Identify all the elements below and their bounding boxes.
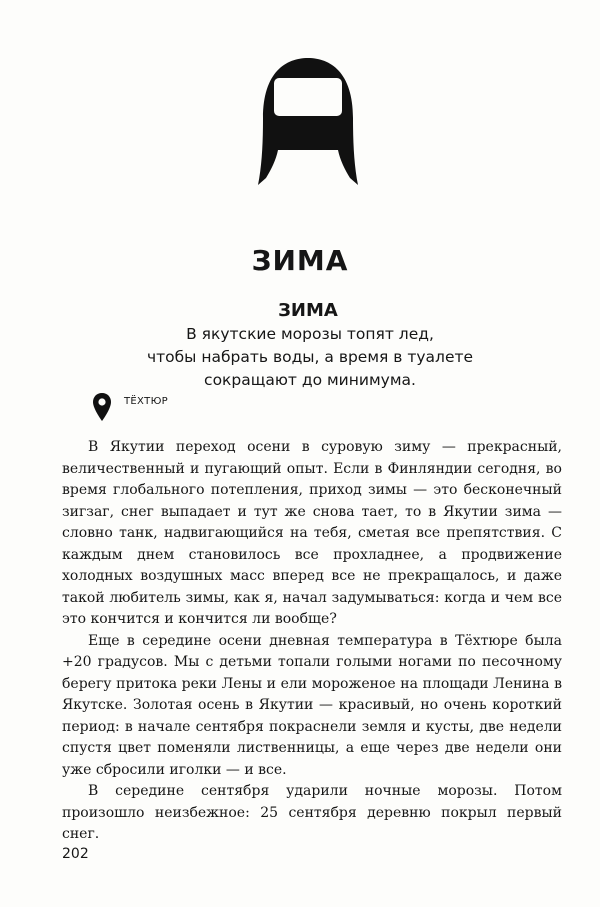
location-label: ТЁХТЮР: [124, 395, 169, 407]
paragraph: Еще в середине осени дневная температура в Тёхтюре была +20 градусов. Мы с детьми топали голыми ногами по песочному берегу притока реки Лены и ели мороженое на площади Ленина в Якутске. Золотая осень в Якутии — красивый, но очень короткий период: в начале сентября покраснели земля и кусты, две недели спустя цвет поменяли лиственницы, а еще через две недели они уже сбросили иголки — и все.: [62, 632, 562, 778]
chapter-title: ЗИМА: [251, 244, 349, 277]
paragraph: В середине сентября ударили ночные морозы. Потом произошло неизбежное: 25 сентября деревню покрыл первый снег.: [62, 783, 562, 842]
section-title: ЗИМА: [278, 300, 338, 321]
subtitle-line: сокращают до минимума.: [204, 371, 416, 389]
ushanka-hat-icon: [248, 50, 368, 190]
paragraph: В Якутии переход осени в суровую зиму — прекрасный, величественный и пугающий опыт. Если в Финляндии сегодня, во время глобального потепления, приход зимы — это бесконечный зигзаг, снег выпадает и тут же снова тает, то в Якутии зима — словно танк, надвигающийся на тебя, сметая все препятствия. С каждым днем становилось все прохладнее, а продвижение холодных воздушных масс вперед все не прекращалось, и даже такой любитель зимы, как я, начал задумываться: когда и чем все это кончится и кончится ли вообще?: [62, 439, 562, 627]
subtitle-line: чтобы набрать воды, а время в туалете: [146, 348, 474, 366]
page-number: 202: [62, 846, 89, 862]
section-subtitle: [100, 323, 520, 392]
location-pin-icon: [92, 392, 112, 422]
location-marker: [92, 392, 168, 422]
body-text: [62, 437, 562, 846]
subtitle-line: В якутские морозы топят лед,: [186, 325, 434, 343]
